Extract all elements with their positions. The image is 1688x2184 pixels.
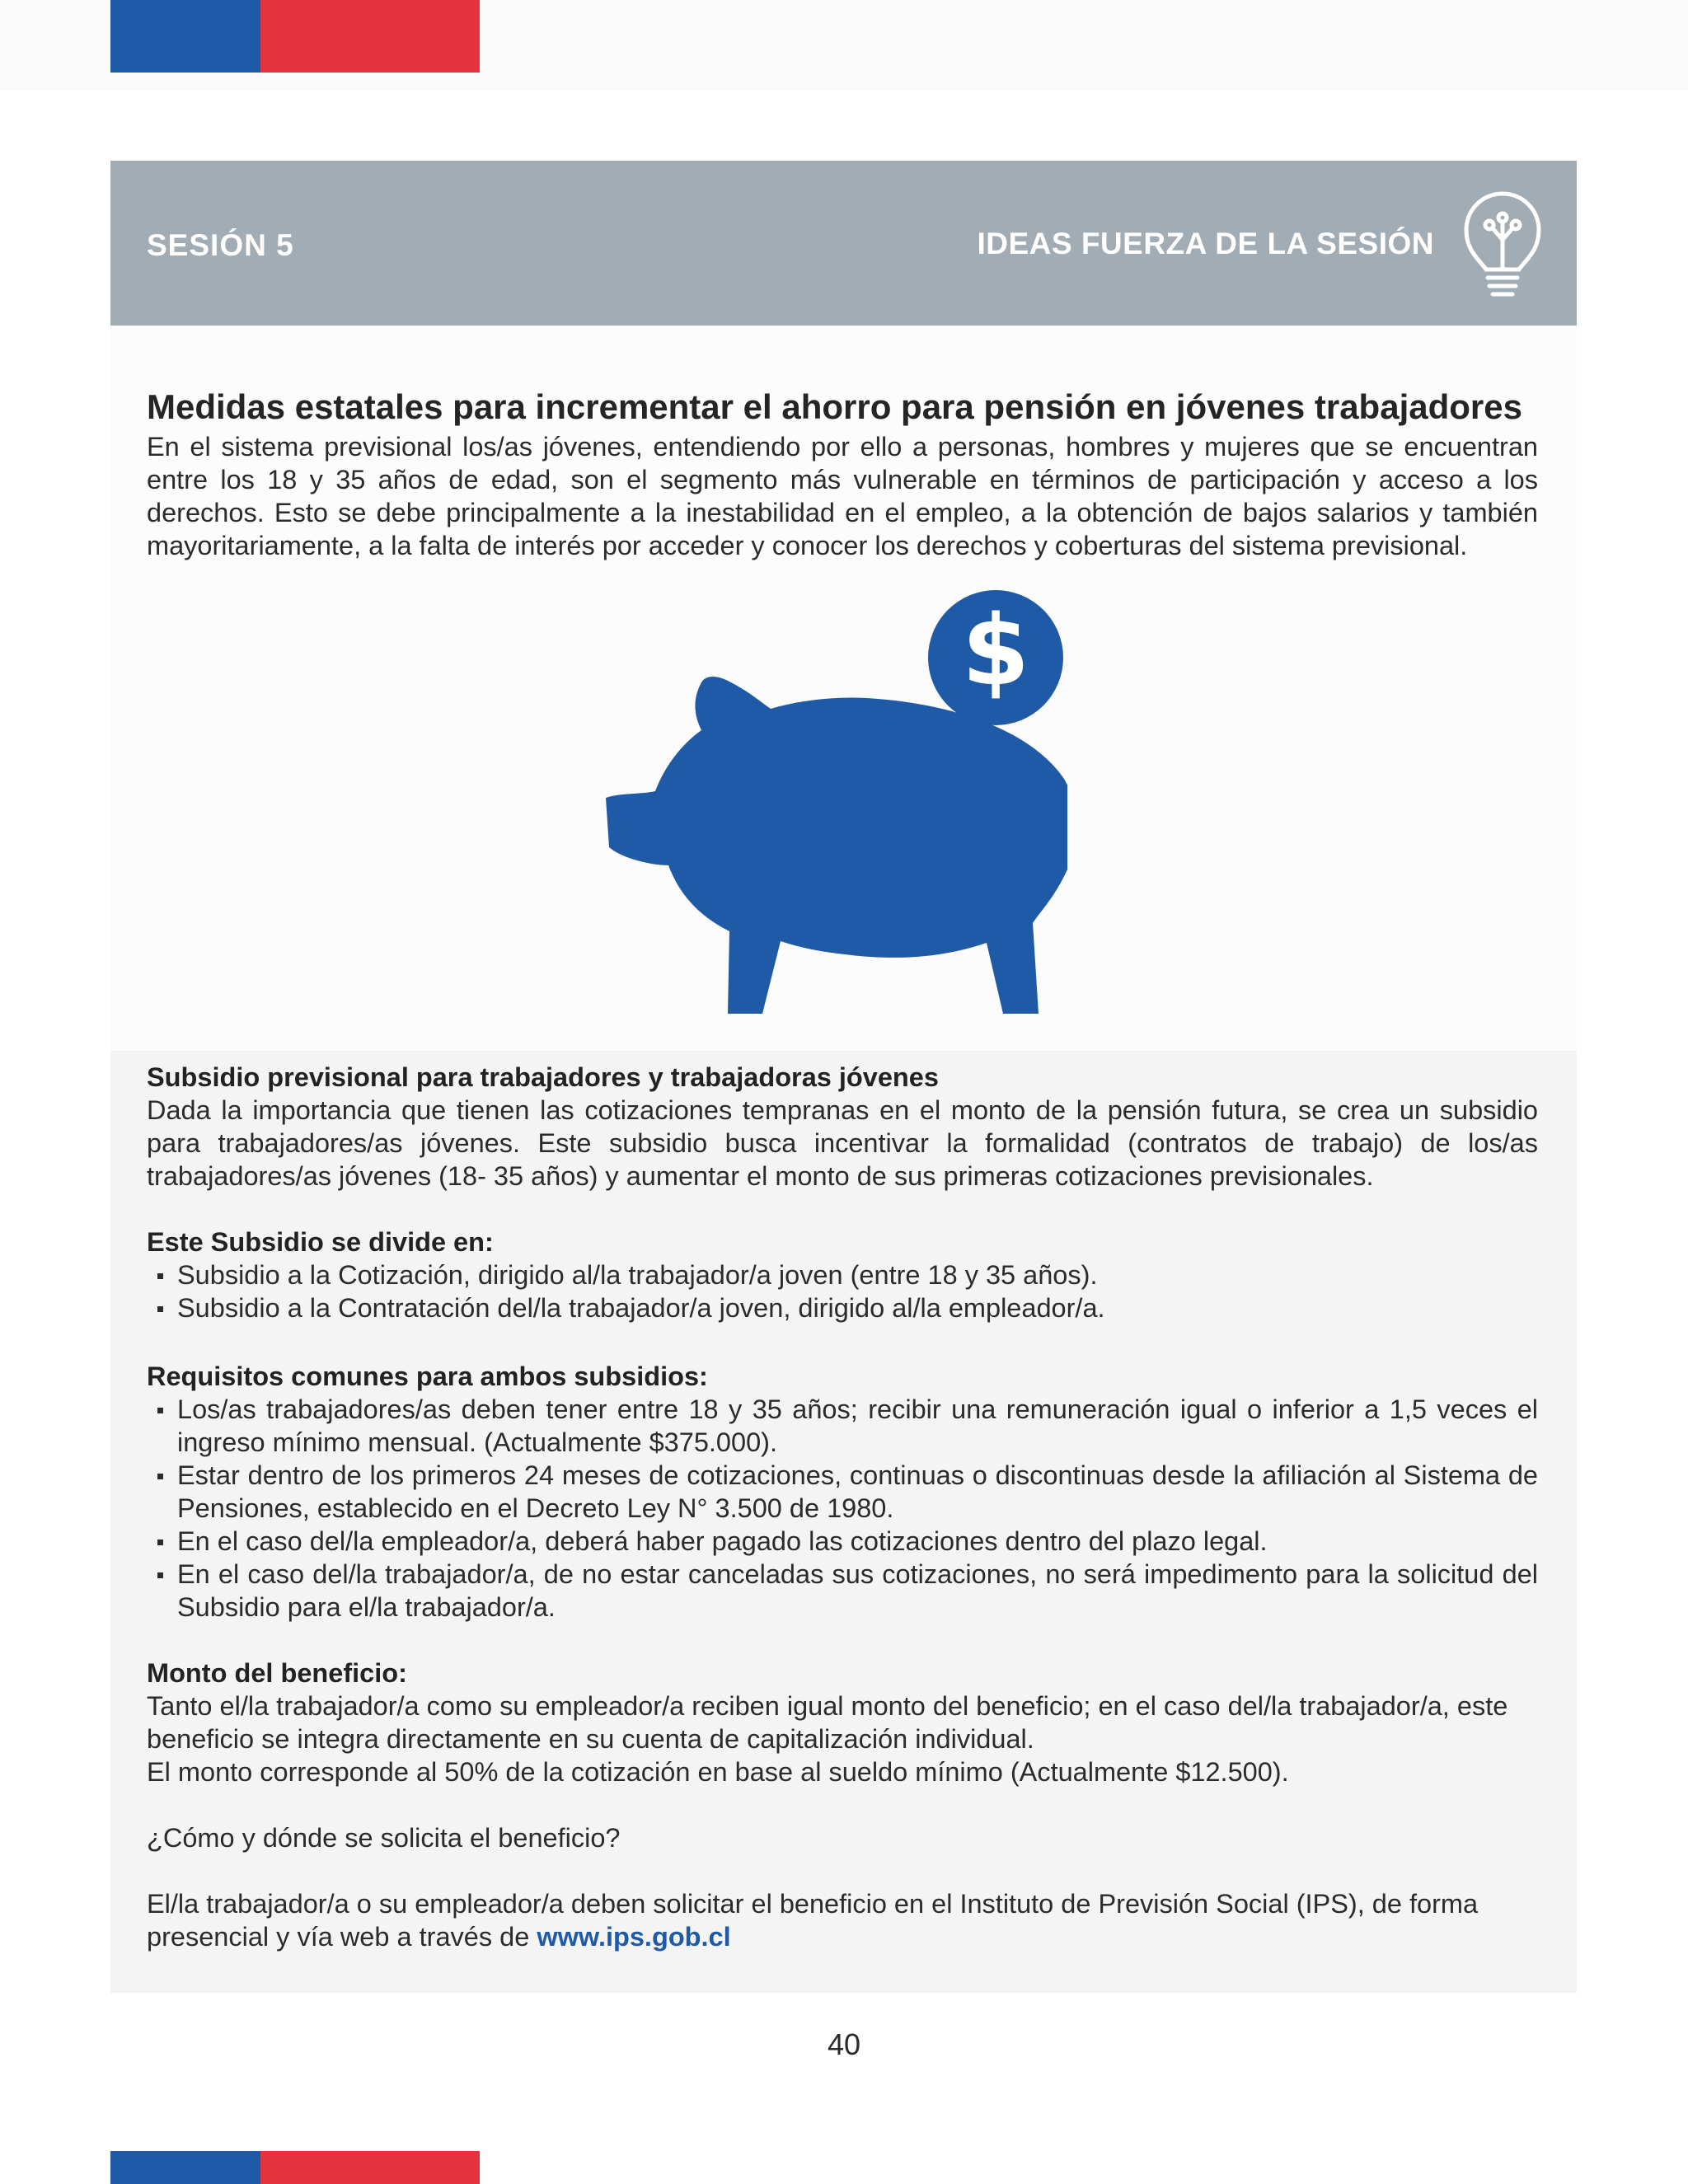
top-flag-red [260,0,480,73]
division-list [147,1258,1538,1324]
list-item: Subsidio a la Contratación del/la trabajador/a joven, dirigido al/la empleador/a. [147,1291,1538,1324]
page-number: 40 [827,2027,861,2061]
lightbulb-icon [1461,189,1544,304]
how-question: ¿Cómo y dónde se solicita el beneficio? [147,1823,621,1853]
section-label: IDEAS FUERZA DE LA SESIÓN [977,227,1434,260]
page-title: Medidas estatales para incrementar el ahorro para pensión en jóvenes trabajadores [147,387,1522,426]
bottom-flag-red [260,2151,480,2184]
piggy-bank-icon [606,585,1067,1022]
subsidy-description: Dada la importancia que tienen las cotizaciones tempranas en el monto de la pensión futura, se crea un subsidio para trabajadores/as jóvenes. Este subsidio busca incentivar la formalidad (contratos de trabajo) de los/as trabajadores/as jóvenes (18- 35 años) y aumentar el monto de sus primeras cotizaciones previsionales. [147,1095,1538,1191]
subsidy-title: Subsidio previsional para trabajadores y trabajadoras jóvenes [147,1062,939,1092]
dollar-sign-icon: $ [961,593,1030,707]
amount-title: Monto del beneficio: [147,1658,407,1688]
how-paragraph [147,1887,1538,1953]
list-item: Los/as trabajadores/as deben tener entre 18 y 35 años; recibir una remuneración igual o inferior a 1,5 veces el ingreso mínimo mensual. (Actualmente $375.000). [147,1393,1538,1459]
session-label: SESIÓN 5 [147,228,294,262]
ips-link[interactable]: www.ips.gob.cl [537,1922,731,1952]
session-header [110,161,1577,326]
how-text: El/la trabajador/a o su empleador/a deben solicitar el beneficio en el Instituto de Previsión Social (IPS), de forma presencial y vía web a través de [147,1889,1479,1952]
list-item: Estar dentro de los primeros 24 meses de cotizaciones, continuas o discontinuas desde la afiliación al Sistema de Pensiones, establecido en el Decreto Ley N° 3.500 de 1980. [147,1459,1538,1525]
division-title: Este Subsidio se divide en: [147,1227,494,1257]
bottom-flag-blue [110,2151,260,2184]
list-item: En el caso del/la trabajador/a, de no estar canceladas sus cotizaciones, no será impedimento para la solicitud del Subsidio para el/la trabajador/a. [147,1558,1538,1624]
top-flag-blue [110,0,260,73]
list-item: Subsidio a la Cotización, dirigido al/la trabajador/a joven (entre 18 y 35 años). [147,1258,1538,1291]
requirements-list [147,1393,1538,1624]
intro-paragraph: En el sistema previsional los/as jóvenes, entendiendo por ello a personas, hombres y mujeres que se encuentran entre los 18 y 35 años de edad, son el segmento más vulnerable en términos de participación y acceso a los derechos. Esto se debe principalmente a la inestabilidad en el empleo, a la obtención de bajos salarios y también mayoritariamente, a la falta de interés por acceder y conocer los derechos y coberturas del sistema previsional. [147,432,1538,560]
requirements-title: Requisitos comunes para ambos subsidios: [147,1361,708,1391]
subsidy-content [147,1061,1538,1953]
list-item: En el caso del/la empleador/a, deberá haber pagado las cotizaciones dentro del plazo legal. [147,1525,1538,1558]
amount-text-2: El monto corresponde al 50% de la cotización en base al sueldo mínimo (Actualmente $12.500). [147,1757,1289,1787]
amount-text-1: Tanto el/la trabajador/a como su empleador/a reciben igual monto del beneficio; en el caso del/la trabajador/a, este beneficio se integra directamente en su cuenta de capitalización individual. [147,1691,1508,1754]
